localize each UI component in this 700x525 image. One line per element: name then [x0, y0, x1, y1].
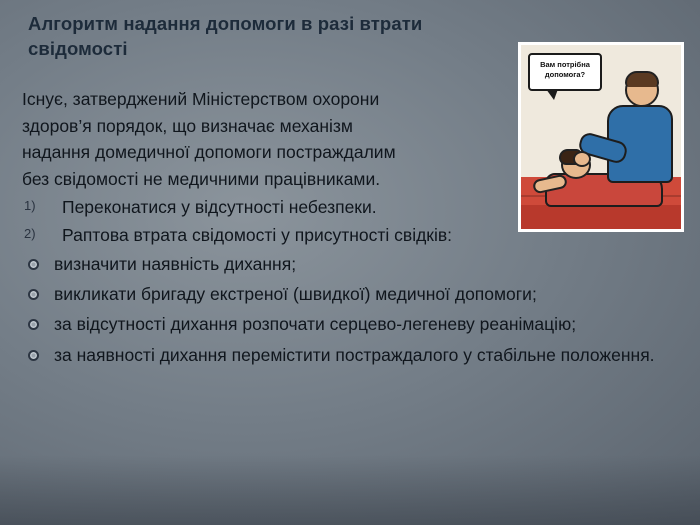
bullet-icon [28, 289, 39, 300]
first-aid-illustration [518, 42, 684, 232]
paragraph-line: Існує, затверджений Міністерством охорони [22, 89, 380, 109]
intro-paragraph [22, 86, 522, 192]
paragraph-line: без свідомості не медичними працівниками. [22, 168, 381, 189]
list-item-text: Переконатися у відсутності небезпеки. [62, 197, 377, 218]
list-item-text: за наявності дихання перемістити постраждалого у стабільне положення. [54, 344, 655, 365]
rescuer-hair [625, 71, 659, 87]
rescuer-hand [573, 151, 591, 167]
bulleted-list [22, 252, 682, 369]
illustration-ground-shadow [521, 205, 681, 229]
list-item-text: визначити наявність дихання; [54, 253, 297, 274]
list-item [22, 252, 682, 277]
list-item [22, 282, 682, 307]
list-marker: 2) [24, 225, 36, 241]
list-item-text: за відсутності дихання розпочати серцево-легеневу реанімацію; [54, 314, 577, 335]
page-title: Алгоритм надання допомоги в разі втрати свідомості [28, 13, 423, 59]
list-item-text: викликати бригаду екстреної (швидкої) медичної допомоги; [54, 284, 537, 304]
bullet-icon [28, 350, 39, 361]
bullet-icon [28, 319, 39, 330]
bullet-icon [28, 259, 39, 270]
list-item-text: Раптова втрата свідомості у присутності свідків: [62, 224, 452, 245]
list-item [22, 343, 682, 368]
list-marker: 1) [24, 198, 36, 214]
list-item [22, 312, 682, 337]
paragraph-line: здоров’я порядок, що визначає механізм [22, 115, 353, 136]
speech-bubble: Вам потрібна допомога? [528, 53, 602, 91]
paragraph-line: надання домедичної допомоги постраждалим [22, 142, 396, 163]
